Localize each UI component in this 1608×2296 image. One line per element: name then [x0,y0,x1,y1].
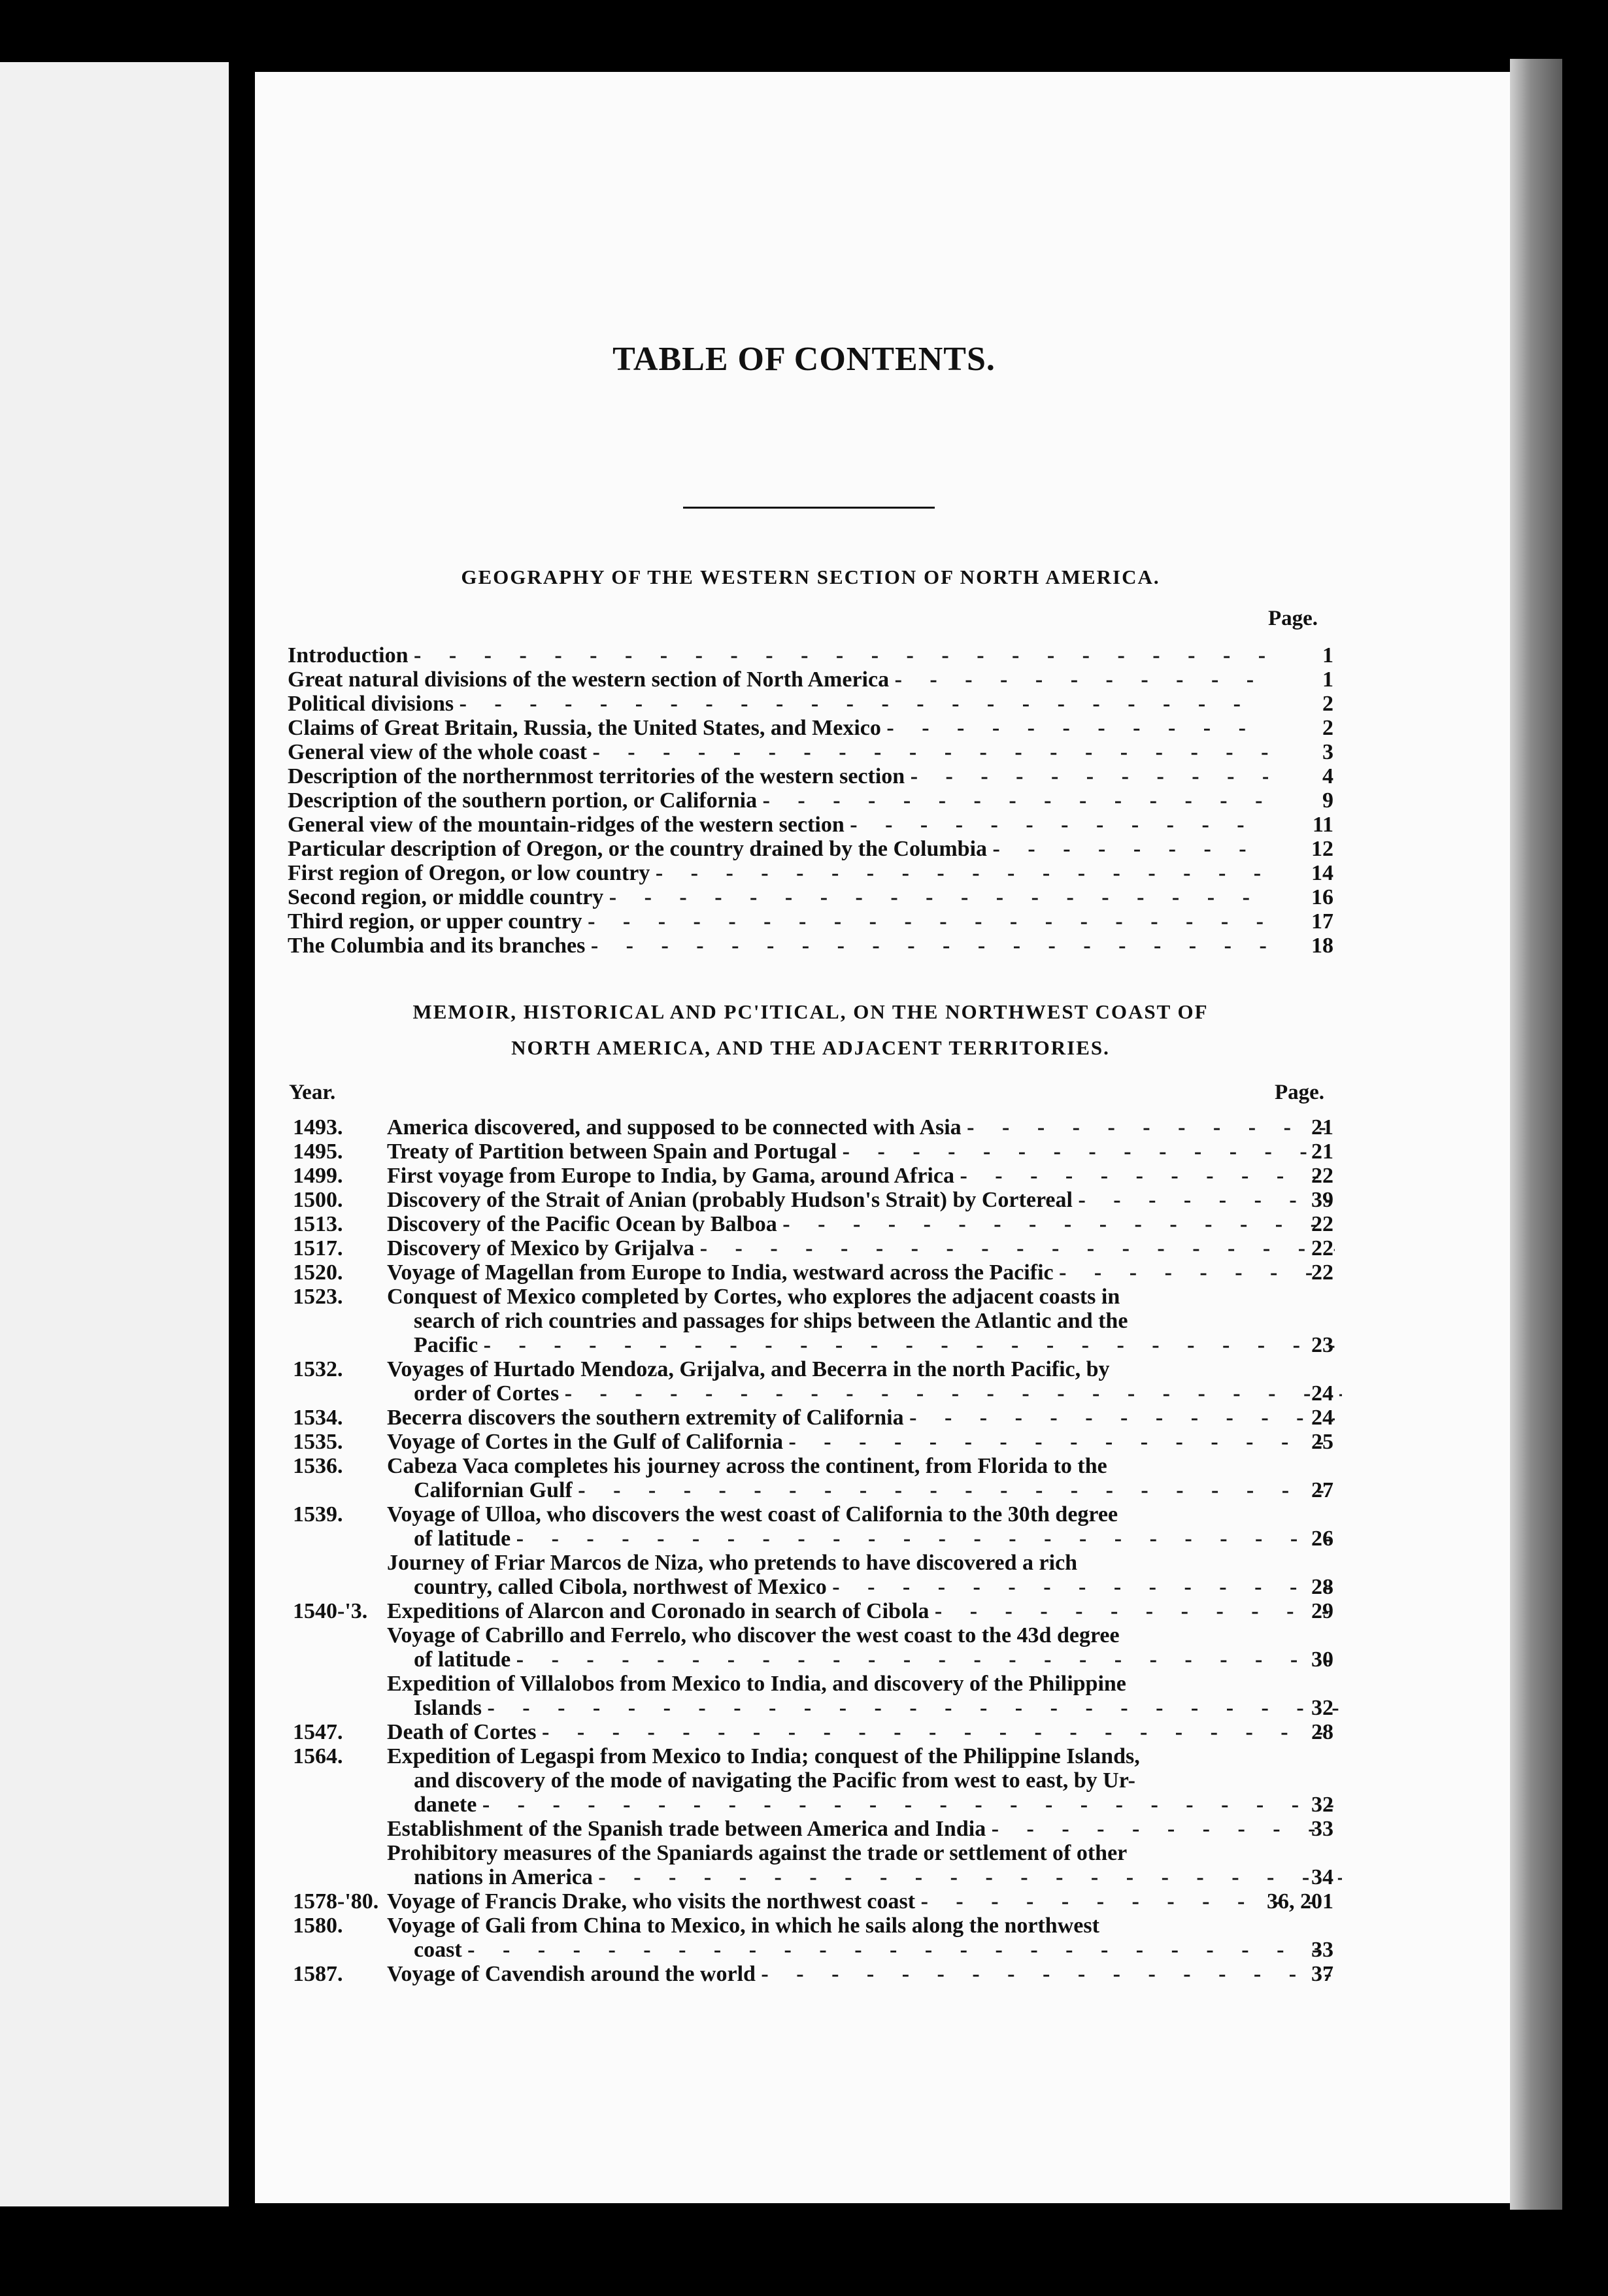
section1-page-header: Page. [1268,607,1318,630]
toc-entry-year: 1499. [293,1164,343,1188]
toc-entry [288,1817,1333,1841]
toc-entry-text: Voyage of Cabrillo and Ferrelo, who discover the west coast to the 43d degree [387,1623,1120,1647]
toc-entry-continuation [288,1938,1333,1962]
toc-entry-text: The Columbia and its branches - [288,934,1268,958]
toc-entry-text: and discovery of the mode of navigating the Pacific from west to east, by Ur- [414,1768,1135,1793]
toc-entry-text: Cabeza Vaca completes his journey across the continent, from Florida to the [387,1454,1107,1478]
toc-entry [288,1188,1333,1212]
toc-entry-text: Becerra discovers the southern extremity of California - [387,1406,1335,1430]
toc-entry-text: Death of Cortes - [387,1720,1335,1745]
toc-entry-year: 1513. [293,1212,343,1236]
toc-entry-year: 1547. [293,1720,343,1744]
toc-entry-text: First region of Oregon, or low country - [288,861,1268,886]
toc-entry-page: 25 [1311,1430,1333,1454]
toc-entry-text: Islands - [414,1696,1342,1721]
toc-entry-page: 32 [1311,1793,1333,1817]
toc-entry-page: 30 [1311,1647,1333,1672]
toc-entry [288,667,1333,692]
toc-entry-continuation [288,1793,1333,1817]
page-edge [1510,59,1562,2210]
toc-entry [288,1454,1333,1478]
toc-entry-page: 22 [1311,1260,1333,1285]
title-divider [683,507,935,509]
toc-entry-text: Voyage of Gali from China to Mexico, in which he sails along the northwest [387,1914,1099,1938]
toc-entry-page: 27 [1311,1478,1333,1502]
toc-entry [288,1140,1333,1164]
toc-entry-page: 2 [1322,692,1333,716]
toc-entry [288,788,1333,813]
toc-entry-year: 1532. [293,1357,343,1381]
toc-entry-page: 17 [1311,909,1333,934]
toc-entry-page: 33 [1311,1938,1333,1962]
section2-page-header: Page. [1275,1081,1325,1104]
toc-entry-page: 12 [1311,837,1333,861]
toc-entry [288,716,1333,740]
toc-entry-text: Expedition of Legaspi from Mexico to India; conquest of the Philippine Islands, [387,1744,1140,1768]
section1-heading: GEOGRAPHY OF THE WESTERN SECTION OF NORTH AMERICA. [461,566,1160,588]
toc-entry-year: 1523. [293,1285,343,1309]
toc-entry-text: Conquest of Mexico completed by Cortes, who explores the adjacent coasts in [387,1285,1120,1309]
toc-entry-text: First voyage from Europe to India, by Gama, around Africa - [387,1164,1335,1189]
toc-entry [288,1551,1333,1575]
toc-entry-year: 1580. [293,1914,343,1938]
toc-entry-text: America discovered, and supposed to be connected with Asia - [387,1115,1335,1140]
toc-entry [288,1672,1333,1696]
toc-entry-text: Expeditions of Alarcon and Coronado in search of Cibola - [387,1599,1335,1624]
toc-entry-page: 24 [1311,1406,1333,1430]
toc-entry-page: 2 [1322,716,1333,740]
toc-entry-year: 1540-'3. [293,1599,368,1623]
toc-entry-continuation [288,1575,1333,1599]
toc-entry [288,885,1333,909]
toc-entry-year: 1500. [293,1188,343,1212]
toc-entry-page: 14 [1311,861,1333,885]
section1-entries [288,643,1333,958]
toc-entry-year: 1564. [293,1744,343,1768]
toc-entry-page: 28 [1311,1575,1333,1599]
toc-entry [288,1962,1333,1986]
toc-entry-text: Claims of Great Britain, Russia, the United States, and Mexico - [288,716,1268,741]
toc-entry-page: 21 [1311,1115,1333,1140]
toc-entry-text: order of Cortes - [414,1381,1342,1406]
toc-entry-page: 36, 201 [1267,1889,1333,1914]
toc-entry-year: 1534. [293,1406,343,1430]
section2-heading-line2: NORTH AMERICA, AND THE ADJACENT TERRITORIES. [511,1036,1110,1059]
toc-entry-text: Description of the northernmost territories of the western section - [288,764,1268,789]
toc-entry-text: Voyage of Ulloa, who discovers the west coast of California to the 30th degree [387,1502,1118,1527]
toc-entry-page: 1 [1322,667,1333,692]
toc-entry-text: Journey of Friar Marcos de Niza, who pretends to have discovered a rich [387,1551,1078,1575]
toc-entry-year: 1536. [293,1454,343,1478]
toc-entry-continuation [288,1333,1333,1357]
facing-page [0,62,229,2206]
toc-entry-text: Californian Gulf - [414,1478,1342,1503]
toc-entry-continuation [288,1309,1333,1333]
toc-entry-text: Discovery of the Pacific Ocean by Balboa - [387,1212,1335,1237]
toc-entry [288,764,1333,788]
toc-entry-continuation [288,1865,1333,1889]
toc-entry-text: Particular description of Oregon, or the country drained by the Columbia - [288,837,1268,862]
toc-entry-text: of latitude - [414,1647,1342,1672]
toc-entry-text: Pacific - [414,1333,1342,1358]
toc-entry-year: 1495. [293,1140,343,1164]
toc-entry-text: Great natural divisions of the western section of North America - [288,667,1268,692]
toc-entry [288,1260,1333,1285]
toc-entry-text: search of rich countries and passages for ships between the Atlantic and the [414,1309,1128,1333]
toc-entry-page: 28 [1311,1720,1333,1744]
toc-entry-page: 22 [1311,1236,1333,1260]
toc-entry [288,861,1333,885]
toc-entry [288,1720,1333,1744]
page-title: TABLE OF CONTENTS. [612,341,996,378]
toc-entry-text: Political divisions - [288,692,1268,717]
toc-entry-text: Voyage of Francis Drake, who visits the northwest coast - [387,1889,1335,1914]
toc-entry-continuation [288,1381,1333,1406]
toc-entry [288,1914,1333,1938]
toc-entry-text: Second region, or middle country - [288,885,1268,910]
toc-entry-page: 32 [1311,1696,1333,1720]
toc-entry [288,1406,1333,1430]
toc-entry-page: 34 [1311,1865,1333,1889]
toc-entry-text: Discovery of Mexico by Grijalva - [387,1236,1335,1261]
toc-entry-year: 1493. [293,1115,343,1140]
toc-entry [288,1285,1333,1309]
toc-entry-text: Voyage of Cortes in the Gulf of California - [387,1430,1335,1455]
toc-entry-year: 1587. [293,1962,343,1986]
toc-entry-page: 24 [1311,1381,1333,1406]
toc-entry-page: 18 [1311,934,1333,958]
toc-entry-text: coast - [414,1938,1342,1963]
toc-entry-page: 21 [1311,1140,1333,1164]
toc-entry-page: 23 [1311,1333,1333,1357]
toc-entry-page: 39 [1311,1188,1333,1212]
toc-entry [288,1212,1333,1236]
toc-entry-page: 3 [1322,740,1333,764]
toc-entry-page: 9 [1322,788,1333,813]
toc-entry-text: Expedition of Villalobos from Mexico to India, and discovery of the Philippine [387,1672,1126,1696]
toc-entry [288,1236,1333,1260]
toc-entry [288,1599,1333,1623]
toc-entry [288,1744,1333,1768]
toc-entry-text: Introduction - [288,643,1268,668]
toc-entry-page: 26 [1311,1527,1333,1551]
toc-entry [288,1357,1333,1381]
toc-entry-text: General view of the whole coast - [288,740,1268,765]
toc-entry [288,1115,1333,1140]
toc-entry-continuation [288,1478,1333,1502]
toc-entry-continuation [288,1527,1333,1551]
toc-entry-text: Voyages of Hurtado Mendoza, Grijalva, and Becerra in the north Pacific, by [387,1357,1110,1381]
toc-entry [288,1502,1333,1527]
section2-year-header: Year. [289,1081,336,1104]
toc-entry [288,813,1333,837]
toc-entry-page: 37 [1311,1962,1333,1986]
toc-entry-text: General view of the mountain-ridges of the western section - [288,813,1268,837]
toc-entry-page: 4 [1322,764,1333,788]
toc-entry [288,1841,1333,1865]
toc-entry [288,692,1333,716]
toc-entry [288,909,1333,934]
toc-entry-text: danete - [414,1793,1342,1817]
toc-entry-text: Discovery of the Strait of Anian (probably Hudson's Strait) by Cortereal - [387,1188,1335,1213]
toc-entry-text: nations in America - [414,1865,1342,1890]
section2-heading-line1: MEMOIR, HISTORICAL AND PC'ITICAL, ON THE NORTHWEST COAST OF [412,1000,1209,1023]
toc-entry-page: 33 [1311,1817,1333,1841]
toc-entry [288,1430,1333,1454]
toc-entry-text: of latitude - [414,1527,1342,1551]
toc-entry-text: Voyage of Cavendish around the world - [387,1962,1335,1987]
toc-entry-year: 1535. [293,1430,343,1454]
toc-entry [288,740,1333,764]
toc-entry-year: 1539. [293,1502,343,1527]
toc-entry [288,1164,1333,1188]
toc-entry-text: Voyage of Magellan from Europe to India, westward across the Pacific - [387,1260,1335,1285]
toc-entry-text: Description of the southern portion, or California - [288,788,1268,813]
toc-entry [288,1623,1333,1647]
toc-entry-page: 11 [1312,813,1333,837]
toc-entry [288,643,1333,667]
toc-entry-year: 1520. [293,1260,343,1285]
toc-entry [288,934,1333,958]
toc-entry-text: Third region, or upper country - [288,909,1268,934]
toc-entry-text: country, called Cibola, northwest of Mexico - [414,1575,1342,1600]
toc-entry [288,1889,1333,1914]
toc-entry-page: 16 [1311,885,1333,909]
toc-entry-page: 22 [1311,1164,1333,1188]
toc-entry [288,837,1333,861]
section2-entries [288,1115,1333,1986]
toc-entry-continuation [288,1696,1333,1720]
toc-entry-year: 1578-'80. [293,1889,379,1914]
toc-entry-text: Establishment of the Spanish trade between America and India - [387,1817,1335,1842]
toc-entry-year: 1517. [293,1236,343,1260]
toc-entry-page: 1 [1322,643,1333,667]
toc-entry-page: 22 [1311,1212,1333,1236]
toc-entry-continuation [288,1768,1333,1793]
toc-entry-page: 29 [1311,1599,1333,1623]
toc-entry-continuation [288,1647,1333,1672]
toc-entry-text: Prohibitory measures of the Spaniards against the trade or settlement of other [387,1841,1128,1865]
toc-entry-text: Treaty of Partition between Spain and Portugal - [387,1140,1335,1164]
